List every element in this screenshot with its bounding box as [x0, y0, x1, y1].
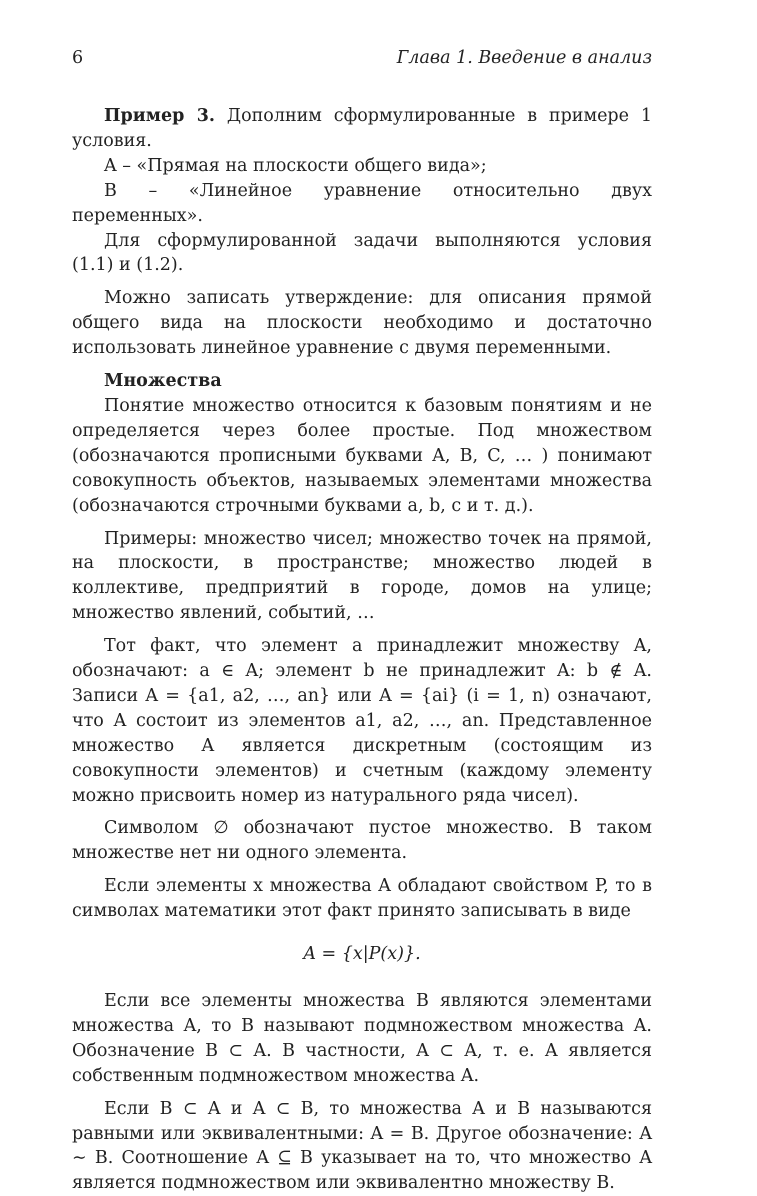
example-statement: Можно записать утверждение: для описания прямой общего вида на плоскости необходимо и достаточно использовать линейное уравнение с двумя переменными. — [72, 288, 652, 359]
equality-paragraph: Если B ⊂ A и A ⊂ B, то множества A и B называются равными или эквивалентными: A = B. Другое обозначение: A ∼ B. Соотношение A ⊆ B указывает на то, что множество A является подмножеством или эквивалентно множеству B. — [72, 1098, 652, 1194]
example-intro-text: Дополним сформулированные в примере 1 условия. — [72, 106, 652, 151]
sets-definition-paragraph: Понятие множество относится к базовым понятиям и не определяется через более простые. Под множеством (обозначаются прописными буквами A, B, C, … ) понимают совокупность объектов, называемых элементами множества (обозначаются строчными буквами a, b, c и т. д.). — [72, 395, 652, 516]
section-heading: Множества — [104, 371, 222, 392]
running-title: Глава 1. Введение в анализ — [396, 48, 652, 68]
example-b-definition: B – «Линейное уравнение относительно двух переменных». — [72, 180, 652, 226]
property-paragraph: Если элементы x множества A обладают свойством P, то в символах математики этот факт принято записывать в виде — [72, 876, 652, 922]
example-a-definition: A – «Прямая на плоскости общего вида»; — [104, 155, 487, 176]
example-conditions: Для сформулированной задачи выполняются условия (1.1) и (1.2). — [72, 230, 652, 276]
page-header — [72, 48, 652, 68]
page-content — [72, 104, 652, 1196]
page-number: 6 — [72, 48, 84, 68]
example-label: Пример 3. — [104, 106, 215, 126]
set-builder-formula: A = {x|P(x)}. — [303, 944, 421, 965]
membership-paragraph: Тот факт, что элемент a принадлежит множеству A, обозначают: a ∈ A; элемент b не принадлежит A: b ∉ A. Записи A = {a1, a2, …, an} или A = {ai} (i = 1, n) означают, что A состоит из элементов a1, a2, …, an. Представленное множество A является дискретным (состоящим из совокупности элементов) и счетным (каждому элементу можно присвоить номер из натурального ряда чисел). — [72, 636, 652, 806]
empty-set-paragraph: Символом ∅ обозначают пустое множество. В таком множестве нет ни одного элемента. — [72, 818, 652, 864]
sets-examples-paragraph: Примеры: множество чисел; множество точек на прямой, на плоскости, в пространстве; множество людей в коллективе, предприятий в городе, домов на улице; множество явлений, событий, … — [72, 528, 652, 624]
subset-paragraph: Если все элементы множества B являются элементами множества A, то B называют подмножеством множества A. Обозначение B ⊂ A. В частности, A ⊂ A, т. е. A является собственным подмножеством множества A. — [72, 991, 652, 1086]
example-intro — [72, 104, 652, 154]
